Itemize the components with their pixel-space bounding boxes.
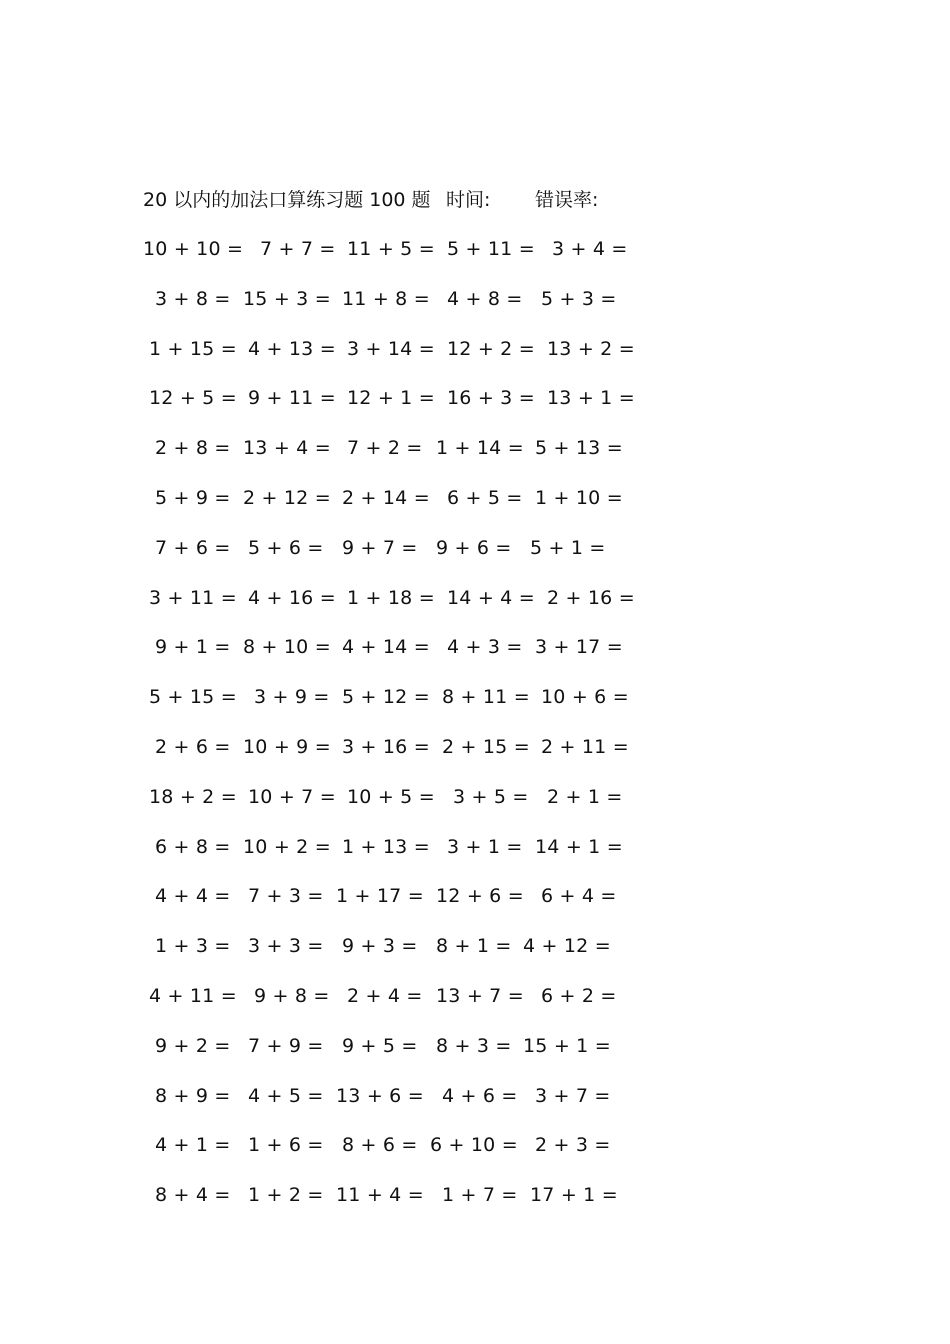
problem-r1-c5: 3 + 4 = [552, 238, 628, 260]
problem-r13-c1: 6 + 8 = [155, 836, 231, 858]
problem-r14-c5: 6 + 4 = [541, 885, 617, 907]
problem-r7-c3: 9 + 7 = [342, 537, 418, 559]
problem-r16-c3: 2 + 4 = [347, 985, 423, 1007]
problem-r3-c5: 13 + 2 = [547, 338, 635, 360]
problem-r11-c2: 10 + 9 = [243, 736, 331, 758]
problem-r2-c2: 15 + 3 = [243, 288, 331, 310]
problem-r11-c1: 2 + 6 = [155, 736, 231, 758]
problem-r20-c5: 17 + 1 = [530, 1184, 618, 1206]
problem-r9-c4: 4 + 3 = [447, 636, 523, 658]
problem-r17-c4: 8 + 3 = [436, 1035, 512, 1057]
problem-r9-c1: 9 + 1 = [155, 636, 231, 658]
problem-r11-c5: 2 + 11 = [541, 736, 629, 758]
problem-r10-c4: 8 + 11 = [442, 686, 530, 708]
problem-r1-c3: 11 + 5 = [347, 238, 435, 260]
problem-r17-c1: 9 + 2 = [155, 1035, 231, 1057]
problem-r10-c3: 5 + 12 = [342, 686, 430, 708]
problem-r14-c1: 4 + 4 = [155, 885, 231, 907]
problem-r9-c5: 3 + 17 = [535, 636, 623, 658]
problem-r15-c4: 8 + 1 = [436, 935, 512, 957]
problem-r5-c2: 13 + 4 = [243, 437, 331, 459]
problem-r4-c5: 13 + 1 = [547, 387, 635, 409]
problem-r16-c4: 13 + 7 = [436, 985, 524, 1007]
problem-r7-c2: 5 + 6 = [248, 537, 324, 559]
problem-r1-c1: 10 + 10 = [143, 238, 244, 260]
problem-r8-c5: 2 + 16 = [547, 587, 635, 609]
problem-r12-c2: 10 + 7 = [248, 786, 336, 808]
problem-r9-c2: 8 + 10 = [243, 636, 331, 658]
problem-r17-c3: 9 + 5 = [342, 1035, 418, 1057]
problem-r2-c1: 3 + 8 = [155, 288, 231, 310]
problem-r14-c4: 12 + 6 = [436, 885, 524, 907]
problem-r18-c1: 8 + 9 = [155, 1085, 231, 1107]
problem-r20-c1: 8 + 4 = [155, 1184, 231, 1206]
problem-r3-c4: 12 + 2 = [447, 338, 535, 360]
problem-r10-c2: 3 + 9 = [254, 686, 330, 708]
problem-r19-c4: 6 + 10 = [430, 1134, 518, 1156]
problem-r10-c5: 10 + 6 = [541, 686, 629, 708]
problem-r13-c4: 3 + 1 = [447, 836, 523, 858]
problem-r14-c2: 7 + 3 = [248, 885, 324, 907]
problem-r19-c3: 8 + 6 = [342, 1134, 418, 1156]
problem-r14-c3: 1 + 17 = [336, 885, 424, 907]
problem-r7-c5: 5 + 1 = [530, 537, 606, 559]
problem-r20-c2: 1 + 2 = [248, 1184, 324, 1206]
problem-r4-c2: 9 + 11 = [248, 387, 336, 409]
problem-r2-c4: 4 + 8 = [447, 288, 523, 310]
error-rate-label: 错误率: [535, 189, 599, 211]
problem-r20-c3: 11 + 4 = [336, 1184, 424, 1206]
problem-r7-c1: 7 + 6 = [155, 537, 231, 559]
problem-r18-c4: 4 + 6 = [442, 1085, 518, 1107]
problem-r9-c3: 4 + 14 = [342, 636, 430, 658]
problem-r6-c5: 1 + 10 = [535, 487, 623, 509]
problem-r11-c4: 2 + 15 = [442, 736, 530, 758]
problem-r3-c1: 1 + 15 = [149, 338, 237, 360]
problem-r7-c4: 9 + 6 = [436, 537, 512, 559]
problem-r3-c3: 3 + 14 = [347, 338, 435, 360]
problem-r17-c5: 15 + 1 = [523, 1035, 611, 1057]
problem-r16-c2: 9 + 8 = [254, 985, 330, 1007]
problem-r2-c3: 11 + 8 = [342, 288, 430, 310]
problem-r6-c3: 2 + 14 = [342, 487, 430, 509]
problem-r6-c1: 5 + 9 = [155, 487, 231, 509]
problem-r13-c3: 1 + 13 = [342, 836, 430, 858]
problem-r12-c5: 2 + 1 = [547, 786, 623, 808]
problem-r17-c2: 7 + 9 = [248, 1035, 324, 1057]
problem-r5-c3: 7 + 2 = [347, 437, 423, 459]
problem-r1-c4: 5 + 11 = [447, 238, 535, 260]
problem-r5-c1: 2 + 8 = [155, 437, 231, 459]
problem-r10-c1: 5 + 15 = [149, 686, 237, 708]
problem-r8-c1: 3 + 11 = [149, 587, 237, 609]
problem-r18-c5: 3 + 7 = [535, 1085, 611, 1107]
problem-r6-c4: 6 + 5 = [447, 487, 523, 509]
problem-r4-c4: 16 + 3 = [447, 387, 535, 409]
problem-r19-c1: 4 + 1 = [155, 1134, 231, 1156]
problem-r6-c2: 2 + 12 = [243, 487, 331, 509]
problem-r13-c2: 10 + 2 = [243, 836, 331, 858]
problem-r8-c3: 1 + 18 = [347, 587, 435, 609]
problem-r12-c4: 3 + 5 = [453, 786, 529, 808]
problem-r19-c2: 1 + 6 = [248, 1134, 324, 1156]
problem-r5-c4: 1 + 14 = [436, 437, 524, 459]
problem-r15-c5: 4 + 12 = [523, 935, 611, 957]
problem-r12-c1: 18 + 2 = [149, 786, 237, 808]
problem-r11-c3: 3 + 16 = [342, 736, 430, 758]
problem-r4-c3: 12 + 1 = [347, 387, 435, 409]
problem-r16-c1: 4 + 11 = [149, 985, 237, 1007]
problem-r19-c5: 2 + 3 = [535, 1134, 611, 1156]
time-label: 时间: [446, 189, 491, 211]
problem-r1-c2: 7 + 7 = [260, 238, 336, 260]
problem-r16-c5: 6 + 2 = [541, 985, 617, 1007]
problem-r3-c2: 4 + 13 = [248, 338, 336, 360]
worksheet-title: 20 以内的加法口算练习题 100 题 [143, 189, 431, 211]
problem-r2-c5: 5 + 3 = [541, 288, 617, 310]
problem-r15-c1: 1 + 3 = [155, 935, 231, 957]
problem-r5-c5: 5 + 13 = [535, 437, 623, 459]
problem-r13-c5: 14 + 1 = [535, 836, 623, 858]
problem-r15-c3: 9 + 3 = [342, 935, 418, 957]
problem-r18-c2: 4 + 5 = [248, 1085, 324, 1107]
problem-r15-c2: 3 + 3 = [248, 935, 324, 957]
problem-r8-c2: 4 + 16 = [248, 587, 336, 609]
problem-r20-c4: 1 + 7 = [442, 1184, 518, 1206]
problem-r8-c4: 14 + 4 = [447, 587, 535, 609]
problem-r18-c3: 13 + 6 = [336, 1085, 424, 1107]
problem-r4-c1: 12 + 5 = [149, 387, 237, 409]
problem-r12-c3: 10 + 5 = [347, 786, 435, 808]
